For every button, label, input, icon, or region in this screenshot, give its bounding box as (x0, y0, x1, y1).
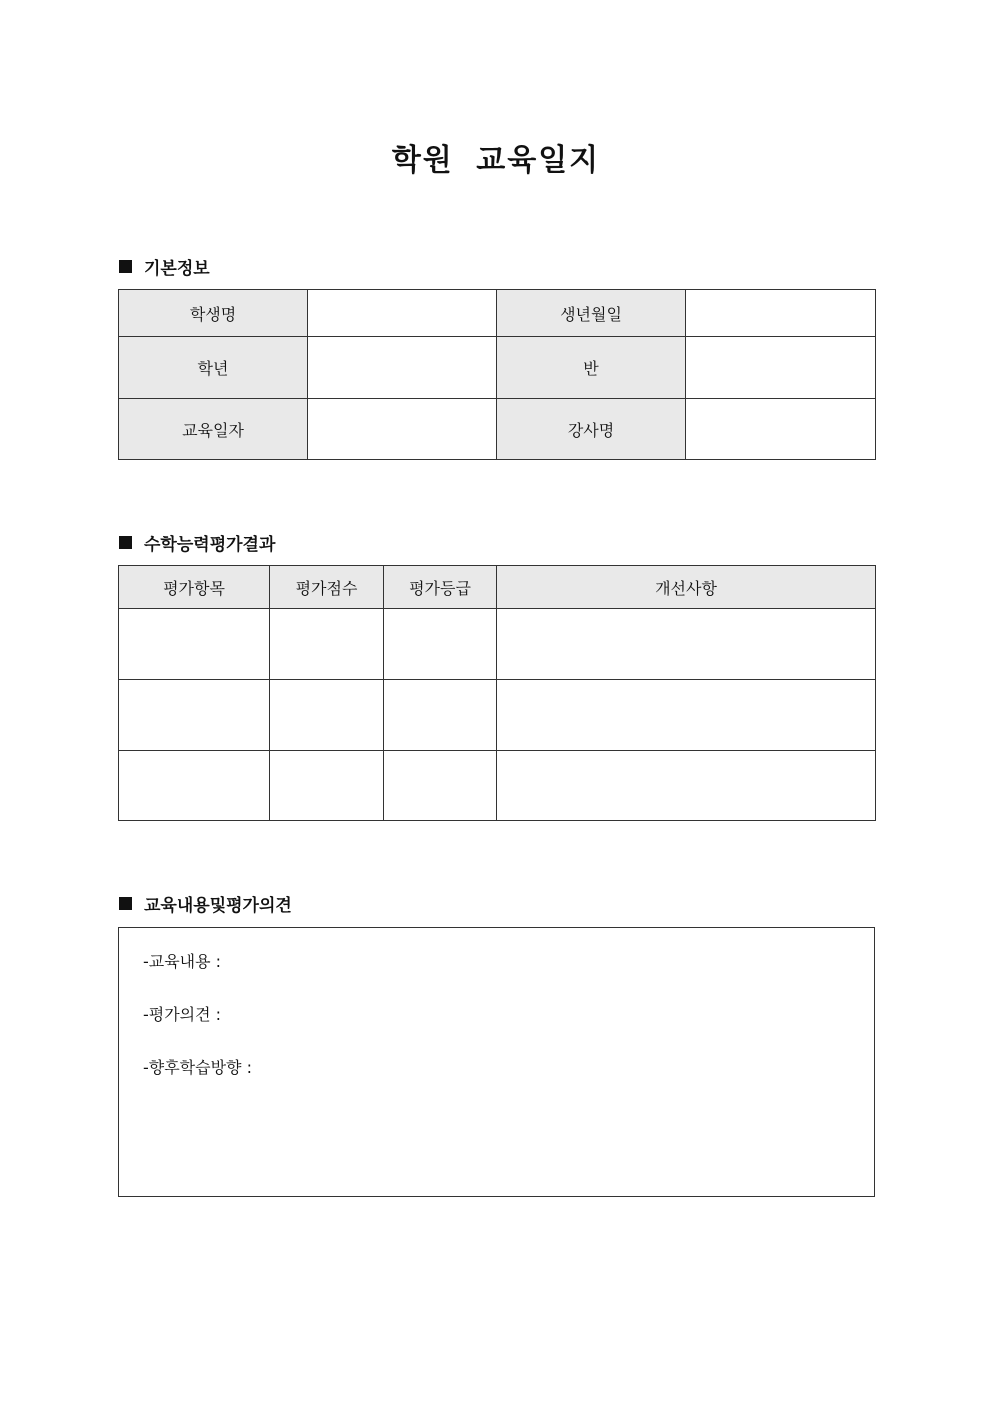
evaluation-table (118, 565, 876, 821)
score-cell[interactable] (270, 680, 384, 751)
level-cell[interactable] (384, 680, 497, 751)
square-bullet-icon (119, 260, 132, 273)
table-row (119, 290, 876, 337)
notes-heading (119, 891, 292, 916)
class-field[interactable] (686, 337, 876, 399)
item-cell[interactable] (119, 680, 270, 751)
student-name-field[interactable] (308, 290, 497, 337)
basic-info-heading-text: 기본정보 (144, 259, 210, 279)
future-direction-line: -향후학습방향 : (143, 1058, 252, 1077)
table-header-row (119, 566, 876, 609)
page-title: 학원 교육일지 (391, 143, 601, 178)
teacher-label: 강사명 (497, 399, 686, 460)
table-row (119, 609, 876, 680)
column-header-score: 평가점수 (270, 566, 384, 609)
column-header-level: 평가등급 (384, 566, 497, 609)
table-row (119, 337, 876, 399)
basic-info-table (118, 289, 876, 460)
notes-heading-text: 교육내용및평가의견 (144, 896, 292, 916)
teacher-field[interactable] (686, 399, 876, 460)
item-cell[interactable] (119, 751, 270, 821)
evaluation-opinion-line: -평가의견 : (143, 1005, 222, 1024)
level-cell[interactable] (384, 751, 497, 821)
level-cell[interactable] (384, 609, 497, 680)
table-row (119, 751, 876, 821)
column-header-improvement: 개선사항 (497, 566, 876, 609)
improvement-cell[interactable] (497, 609, 876, 680)
column-header-item: 평가항목 (119, 566, 270, 609)
table-row (119, 399, 876, 460)
date-label: 교육일자 (119, 399, 308, 460)
square-bullet-icon (119, 897, 132, 910)
score-cell[interactable] (270, 751, 384, 821)
student-name-label: 학생명 (119, 290, 308, 337)
class-label: 반 (497, 337, 686, 399)
square-bullet-icon (119, 536, 132, 549)
evaluation-heading-text: 수학능력평가결과 (144, 535, 276, 555)
table-row (119, 680, 876, 751)
date-field[interactable] (308, 399, 497, 460)
improvement-cell[interactable] (497, 680, 876, 751)
improvement-cell[interactable] (497, 751, 876, 821)
evaluation-heading (119, 530, 275, 555)
basic-info-heading (119, 254, 210, 279)
notes-box[interactable] (118, 927, 875, 1197)
grade-label: 학년 (119, 337, 308, 399)
birth-date-label: 생년월일 (497, 290, 686, 337)
score-cell[interactable] (270, 609, 384, 680)
birth-date-field[interactable] (686, 290, 876, 337)
grade-field[interactable] (308, 337, 497, 399)
item-cell[interactable] (119, 609, 270, 680)
education-content-line: -교육내용 : (143, 952, 222, 971)
